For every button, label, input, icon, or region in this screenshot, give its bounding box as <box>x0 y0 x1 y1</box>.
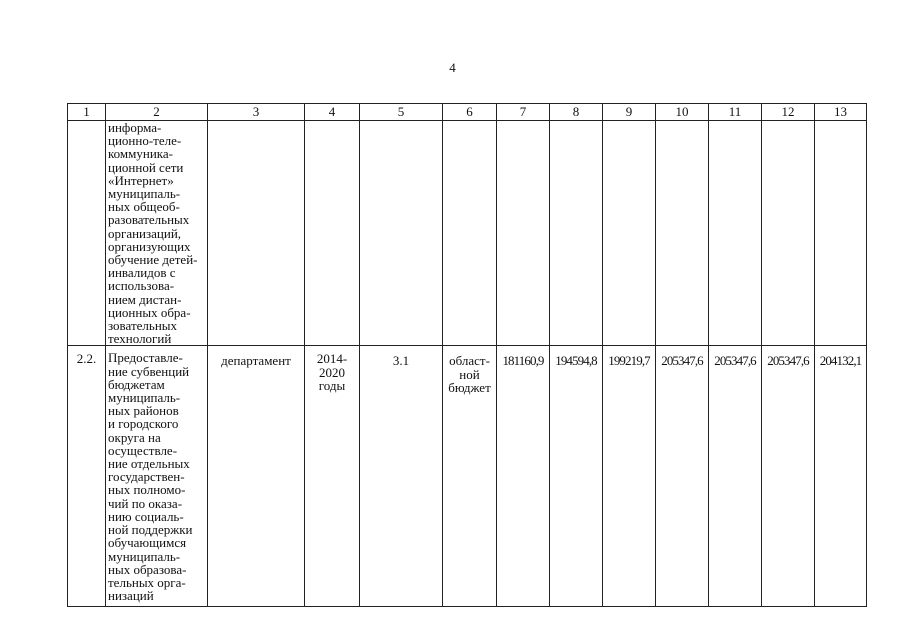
table-row <box>68 346 867 607</box>
measure-name-cell: информа- ционно-теле- коммуника- ционной сети «Интернет» муниципаль- ных общеоб- разовательных организаций, организующих обучение детей- инвалидов с использова- нием дистан- ционных обра- зовательных технологий <box>106 121 208 346</box>
header-cell: 8 <box>550 104 603 121</box>
value-cell: 181160,9 <box>497 346 550 607</box>
empty-cell <box>443 121 497 346</box>
value-cell: 199219,7 <box>603 346 656 607</box>
executor-cell: департамент <box>208 346 305 607</box>
header-cell: 1 <box>68 104 106 121</box>
empty-cell <box>550 121 603 346</box>
header-cell: 12 <box>762 104 815 121</box>
target-cell: 3.1 <box>360 346 443 607</box>
empty-cell <box>762 121 815 346</box>
header-cell: 9 <box>603 104 656 121</box>
table-row <box>68 121 867 346</box>
funding-source-cell: област- ной бюджет <box>443 346 497 607</box>
period-cell: 2014- 2020 годы <box>305 346 360 607</box>
empty-cell <box>305 121 360 346</box>
header-cell: 13 <box>815 104 867 121</box>
measure-name-cell: Предоставле- ние субвенций бюджетам муниципаль- ных районов и городского округа на осуществле- ние отдельных государствен- ных полномо- чий по оказа- нию социаль- ной поддержки обучающимся муниципаль- ных образова- тельных орга- низаций <box>106 346 208 607</box>
empty-cell <box>709 121 762 346</box>
row-number-cell: 2.2. <box>68 346 106 607</box>
empty-cell <box>360 121 443 346</box>
value-cell: 205347,6 <box>656 346 709 607</box>
value-cell: 205347,6 <box>709 346 762 607</box>
empty-cell <box>603 121 656 346</box>
value-cell: 204132,1 <box>815 346 867 607</box>
value-cell: 194594,8 <box>550 346 603 607</box>
header-cell: 6 <box>443 104 497 121</box>
program-table <box>67 103 867 607</box>
header-row <box>68 104 867 121</box>
value-cell: 205347,6 <box>762 346 815 607</box>
header-cell: 5 <box>360 104 443 121</box>
header-cell: 2 <box>106 104 208 121</box>
empty-cell <box>656 121 709 346</box>
header-cell: 4 <box>305 104 360 121</box>
header-cell: 10 <box>656 104 709 121</box>
empty-cell <box>497 121 550 346</box>
page-number: 4 <box>449 60 456 75</box>
header-cell: 11 <box>709 104 762 121</box>
header-cell: 3 <box>208 104 305 121</box>
empty-cell <box>815 121 867 346</box>
row-number-cell <box>68 121 106 346</box>
header-cell: 7 <box>497 104 550 121</box>
empty-cell <box>208 121 305 346</box>
